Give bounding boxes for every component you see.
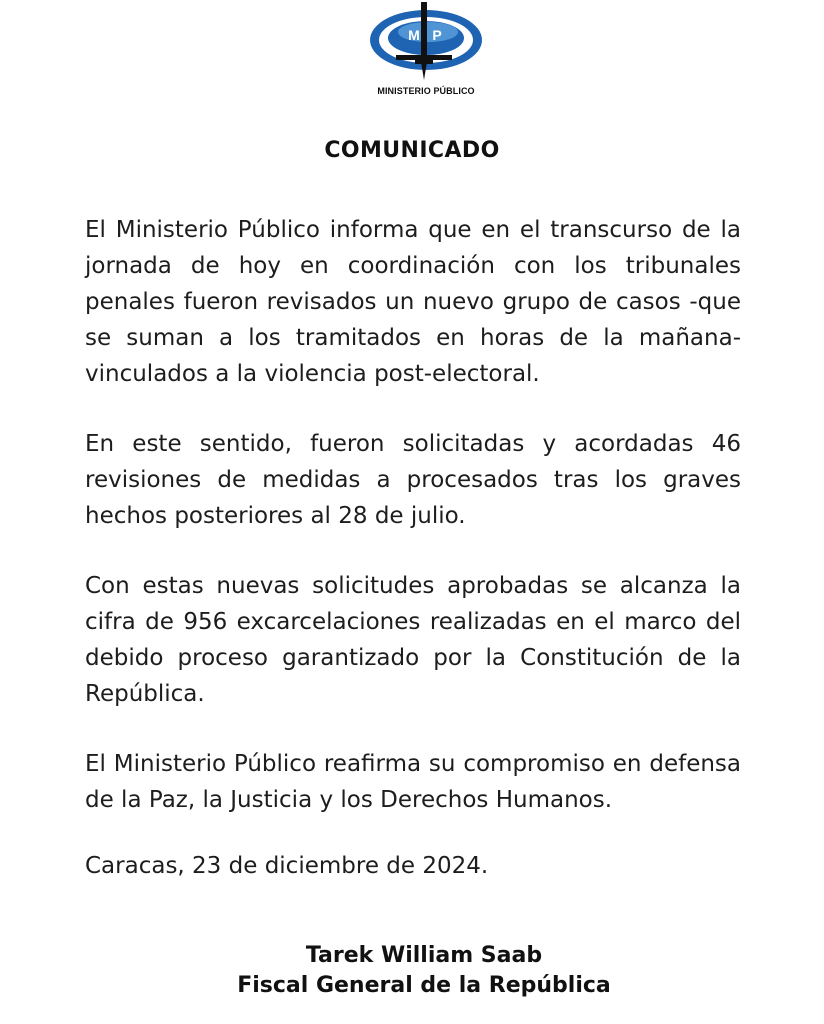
logo-monogram-p: P xyxy=(432,27,442,43)
paragraph-1: El Ministerio Público informa que en el transcurso de la jornada de hoy en coordinación con los tribunales penales fueron revisados un nuevo grupo de casos -que se suman a los tramitados en horas de la mañana- vinculados a la violencia post-electoral. xyxy=(85,217,741,387)
logo-monogram-m: M xyxy=(408,27,420,43)
paragraph-4: El Ministerio Público reafirma su compromiso en defensa de la Paz, la Justicia y los Derechos Humanos. xyxy=(85,751,741,813)
ministerio-publico-logo xyxy=(360,0,492,104)
signatory-position: Fiscal General de la República xyxy=(237,973,611,998)
document-title: COMUNICADO xyxy=(324,138,500,163)
signature-block xyxy=(0,941,824,1001)
paragraph-2: En este sentido, fueron solicitadas y acordadas 46 revisiones de medidas a procesados tras los graves hechos posteriores al 28 de julio. xyxy=(85,431,741,529)
place-date: Caracas, 23 de diciembre de 2024. xyxy=(85,853,489,879)
signatory-name: Tarek William Saab xyxy=(305,943,543,968)
logo-caption: MINISTERIO PÚBLICO xyxy=(377,86,475,96)
paragraph-3: Con estas nuevas solicitudes aprobadas se alcanza la cifra de 956 excarcelaciones realizadas en el marco del debido proceso garantizado por la Constitución de la República. xyxy=(85,573,741,707)
